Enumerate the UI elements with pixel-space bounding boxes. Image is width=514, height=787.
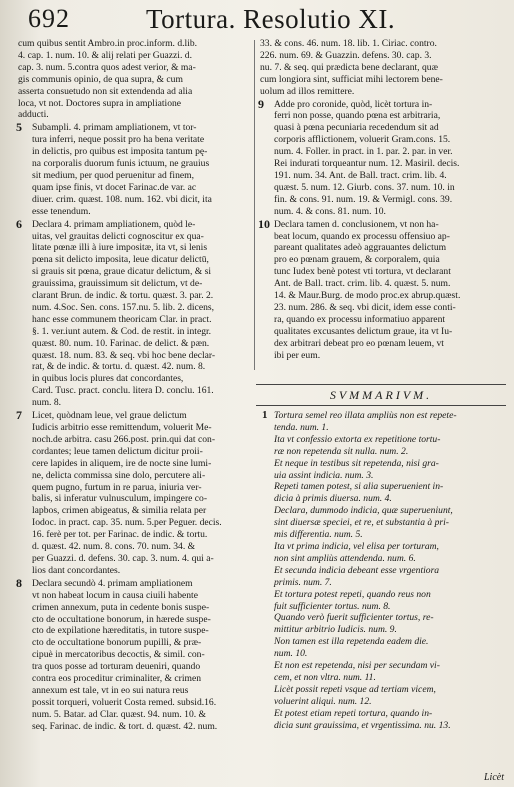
- text-line: cere lapides in aliquem, ire de nocte sine lumi-: [32, 457, 212, 469]
- summary-line: mittitur arbitrio Iudicis. num. 9.: [274, 624, 397, 636]
- text-line: 16. ferè per tot. per Farinac. de indic. & tortu.: [32, 529, 208, 541]
- summary-line: num. 10.: [274, 648, 308, 660]
- summary-line: Ita vt prima indicia, vel elisa per torturam,: [274, 540, 439, 552]
- paragraph-number: 9: [258, 96, 264, 111]
- text-line: cum quibus sentit Ambro.in proc.inform. d.lib.: [18, 38, 198, 49]
- catchword: Licèt: [484, 772, 504, 783]
- paragraph: [18, 410, 250, 577]
- summary-line: Licèt possit repeti vsque ad tertiam vicem,: [274, 683, 436, 695]
- text-line: ra, quando ex processu informatiuo apparent: [274, 313, 446, 325]
- text-line: adducti.: [18, 109, 49, 121]
- summary-line: Et non est repetenda, nisi per secundam vi-: [274, 660, 440, 672]
- text-line: esse tenendum.: [32, 205, 91, 217]
- paragraph-number: 10: [258, 216, 270, 231]
- text-line: Declara tamen d. conclusionem, vt non ha-: [274, 218, 439, 230]
- text-line: possit torqueri, voluerit Costa remed. subsid.16.: [32, 696, 217, 708]
- text-line: per Guazzi. d. defens. 30. cap. 3. num. 4. qui a-: [32, 552, 214, 564]
- text-line: pro eo pœnam grauem, & corporalem, quia: [274, 254, 440, 266]
- summary-line: fuit sufficienter tortus. num. 8.: [274, 600, 391, 612]
- summary-line: Repeti tamen potest, si alia superuenient in-: [274, 481, 444, 493]
- running-title: Tortura. Resolutio XI.: [146, 4, 396, 34]
- right-column: [260, 38, 504, 362]
- text-line: ne, delicta commissa sine dolo, percutere ali-: [32, 469, 206, 481]
- text-line: in quibus locis plures dat concordantes,: [32, 373, 184, 385]
- summary-line: Ita vt confessio extorta ex repetitione tortu-: [274, 433, 441, 445]
- summary-line: non sint ampliùs attendenda. num. 6.: [274, 552, 416, 564]
- summary-line: Declara, dummodo indicia, quæ superueniunt,: [274, 505, 453, 517]
- text-line: noch.de arbitra. casu 266.post. prin.qui dat con-: [32, 433, 216, 445]
- text-line: cum longiora sint, sufficiat mihi lectorem bene-: [260, 73, 443, 85]
- text-line: quæst. 80. num. 10. Farinac. de delict. & pæn.: [32, 337, 210, 349]
- text-line: 4. cap. 1. num. 10. & alij relati per Guazzi. d.: [18, 49, 192, 61]
- text-line: in delictis, pro quibus est imposita tantum pę-: [32, 146, 208, 158]
- summary-line: Et neque in testibus sit repetenda, nisi gra-: [274, 457, 439, 469]
- text-line: 14. & Maur.Burg. de modo proc.ex abrup.quæst.: [274, 290, 461, 302]
- text-line: balis, si inferatur vulnusculum, impingere co-: [32, 493, 208, 505]
- text-line: 226. num. 69. & Guazzin. defens. 30. cap. 3.: [260, 49, 432, 61]
- text-line: 23. num. 286. & seq. vbi dicit, idem esse conti-: [274, 301, 456, 313]
- summary-heading-box: [256, 384, 506, 406]
- text-line: seq. Farinac. de indic. & tort. d. quæst. 42. num.: [32, 720, 218, 732]
- summary-list: [262, 410, 506, 731]
- text-line: fin. & cons. 91. num. 19. & Vermigl. cons. 39.: [274, 193, 453, 205]
- text-line: quæst. 18. num. 83. & seq. vbi hoc bene declar-: [32, 349, 216, 361]
- text-line: num. 4. & cons. 81. num. 10.: [274, 205, 386, 217]
- text-line: cto de occultatione bonorum, in hærede suspe-: [32, 613, 211, 625]
- summary-line: Non tamen est illa repetenda eadem die.: [274, 636, 429, 648]
- paragraph-number: 8: [16, 575, 22, 590]
- text-line: Rei indurati torqueantur num. 12. Masiril. decis.: [274, 158, 460, 170]
- text-line: Card. Tusc. pract. conclu. litera D. conclu. 161.: [32, 385, 214, 397]
- text-line: contra eos proceditur criminaliter, & crimen: [32, 673, 202, 685]
- text-line: clarant Brun. de indic. & tortu. quæst. 3. par. 2.: [32, 290, 214, 302]
- text-line: cto de expilatione hæreditatis, in tutore suspe-: [32, 625, 209, 637]
- text-line: cordantes; leue tamen delictum dicitur proii-: [32, 445, 203, 457]
- text-line: grauissima, grauissimum sit delictum, vt de-: [32, 278, 203, 290]
- text-line: 191. num. 34. Ant. de Ball. tract. crim. lib. 4.: [274, 169, 447, 181]
- text-line: asserta consuetudo non sit extendenda ad alia: [18, 85, 193, 97]
- column-divider: [254, 40, 255, 370]
- text-line: Iodoc. in pract. cap. 35. num. 5.per Peguer. decis.: [32, 517, 222, 529]
- summary-number: 1: [262, 409, 268, 421]
- summary-line: tenda. num. 1.: [274, 421, 329, 433]
- text-line: §. 1. ver.iunt autem. & Cod. de restit. in integr.: [32, 325, 212, 337]
- text-line: lapbos, crimen abigeatus, & similia relata per: [32, 505, 207, 517]
- text-line: qualitates excusantes delictum graue, ita vt Iu-: [274, 325, 453, 337]
- text-line: num. 4. Foller. in pract. in 1. par. 2. par. in ver.: [274, 146, 453, 158]
- text-line: uitas, vel grauitas delicti cognoscitur ex qua-: [32, 230, 204, 242]
- text-line: Adde pro coronide, quòd, licèt tortura in-: [274, 98, 433, 110]
- summary-line: uia assint indicia. num. 3.: [274, 469, 374, 481]
- text-line: uolum ad illos remittere.: [260, 85, 355, 97]
- text-line: annexum est tale, vt in eo sui natura reus: [32, 684, 189, 696]
- summary-line: Tortura semel reo illata ampliùs non est repete-: [274, 410, 457, 421]
- paragraph: [258, 216, 504, 362]
- text-line: quam ipse finis, vt docet Farinac.de var. ac: [32, 181, 197, 193]
- summary-line: Quando verò fuerit sufficienter tortus, re-: [274, 612, 434, 624]
- text-line: hanc esse communem theoricam Clar. in pract.: [32, 313, 212, 325]
- text-line: ferri non posse, quando pœna est arbitraria,: [274, 110, 441, 122]
- text-line: Subampli. 4. primam ampliationem, vt tor-: [32, 122, 197, 134]
- summary-line: dicia sunt grauissima, et vrgentissima. nu. 13.: [274, 719, 451, 731]
- text-line: cipuè in mercatoribus decoctis, & simil. con-: [32, 649, 205, 661]
- summary-line: Et tortura potest repeti, quando reus non: [274, 588, 431, 600]
- text-line: na corporalis duorum funis ictuum, ne grauius: [32, 158, 210, 170]
- text-line: diuer. crim. quæst. 108. num. 162. vbi dicit, ita: [32, 193, 212, 205]
- paragraph: [260, 38, 504, 98]
- text-line: rat, & de indic. & tortu. d. quæst. 42. num. 8.: [32, 361, 206, 373]
- text-line: quasi à pœna pecuniaria recedendum sit ad: [274, 122, 439, 134]
- text-line: litate pœnæ illi à iure impositæ, ita vt, si lenis: [32, 242, 208, 254]
- summary-line: Et secunda indicia debeant esse vrgentiora: [274, 564, 440, 576]
- summary-line: primis. num. 7.: [274, 576, 332, 588]
- text-line: 33. & cons. 46. num. 18. lib. 1. Ciriac. contro.: [260, 38, 437, 49]
- page-number: 692: [28, 4, 70, 33]
- text-line: pareant qualitates adeò aggrauantes delictum: [274, 242, 447, 254]
- text-line: corporis afflictionem, voluerit Gram.cons. 15.: [274, 134, 451, 146]
- left-column: [18, 38, 250, 734]
- text-line: tra quos posse ad torturam deueniri, quando: [32, 661, 201, 673]
- text-line: num. 8.: [32, 397, 62, 409]
- paragraph: [16, 216, 250, 410]
- text-line: Declara secundò 4. primam ampliationem: [32, 577, 193, 589]
- text-line: tunc Iudex benè potest vti tortura, vt declarant: [274, 266, 451, 278]
- text-line: tura inferri, neque possit pro ha bena veritate: [32, 134, 205, 146]
- text-line: beat locum, quando ex processu offensiuo ap-: [274, 230, 450, 242]
- text-line: d. quæst. 42. num. 8. cons. 70. num. 34. &: [32, 541, 196, 553]
- summary-line: sint diuersæ speciei, et re, et substantia à pri-: [274, 517, 449, 529]
- paragraph: [18, 38, 250, 121]
- text-line: pœna sit delicto imposita, leue dicatur delictū,: [32, 254, 209, 266]
- text-line: Iudicis arbitrio esse remittendum, voluerit Me-: [32, 422, 212, 433]
- text-line: si grauis sit pœna, graue dicatur delictum, & si: [32, 266, 212, 278]
- summary-line: voluerint aliqui. num. 12.: [274, 695, 372, 707]
- text-line: quem pugno, furtum in re parua, iniuria ver-: [32, 481, 202, 493]
- summary-line: dicia à primis diuersa. num. 4.: [274, 493, 392, 505]
- text-line: loca, vt not. Doctores supra in ampliatione: [18, 97, 182, 109]
- summary-title: SVMMARIVM.: [329, 388, 433, 402]
- summary-line: cem, et non vltra. num. 11.: [274, 671, 376, 683]
- text-line: cap. 3. num. 5.contra quos adest verior, & ma-: [18, 61, 196, 73]
- text-line: dex arbitrari debeat pro eo pœnam leuem, vt: [274, 337, 444, 349]
- text-line: nu. 7. & seq. qui prædicta bene declarant, quæ: [260, 61, 438, 73]
- summary-line: mis differentia. num. 5.: [274, 529, 363, 541]
- text-line: lios dant concordantes.: [32, 564, 121, 576]
- text-line: vt non habeat locum in causa ciuili habente: [32, 589, 198, 601]
- text-line: ibi per eum.: [274, 349, 321, 361]
- paragraph-number: 6: [16, 216, 22, 231]
- text-line: Ant. de Ball. tract. crim. lib. 4. quæst. 5. num.: [274, 278, 451, 290]
- paragraph: [18, 122, 250, 217]
- text-line: cto de occultatione bonorum pupilli, & præ-: [32, 637, 202, 649]
- text-line: gis communis opinio, de qua supra, & cum: [18, 73, 183, 85]
- paragraph: [258, 96, 504, 218]
- text-line: sit medium, per quod peruenitur ad finem,: [32, 169, 194, 181]
- text-line: crimen annexum, puta in cedente bonis suspe-: [32, 601, 210, 613]
- page-header: [28, 4, 508, 34]
- text-line: num. 4.Soc. Sen. cons. 157.nu. 5. lib. 2. dicens,: [32, 301, 215, 313]
- summary-line: Et potest etiam repeti tortura, quando in-: [274, 707, 433, 719]
- paragraph: [16, 575, 250, 733]
- paragraph-number: 7: [16, 408, 22, 423]
- text-line: Licet, quòdnam leue, vel graue delictum: [32, 410, 187, 422]
- text-line: Declara 4. primam ampliationem, quòd le-: [32, 218, 196, 230]
- summary-line: ræ non repetenda sit nulla. num. 2.: [274, 445, 409, 457]
- paragraph-number: 5: [16, 120, 22, 135]
- text-line: num. 5. Batar. ad Clar. quæst. 94. num. 10. &: [32, 708, 207, 720]
- text-line: quæst. 5. num. 12. Giurb. cons. 37. num. 10. in: [274, 181, 455, 193]
